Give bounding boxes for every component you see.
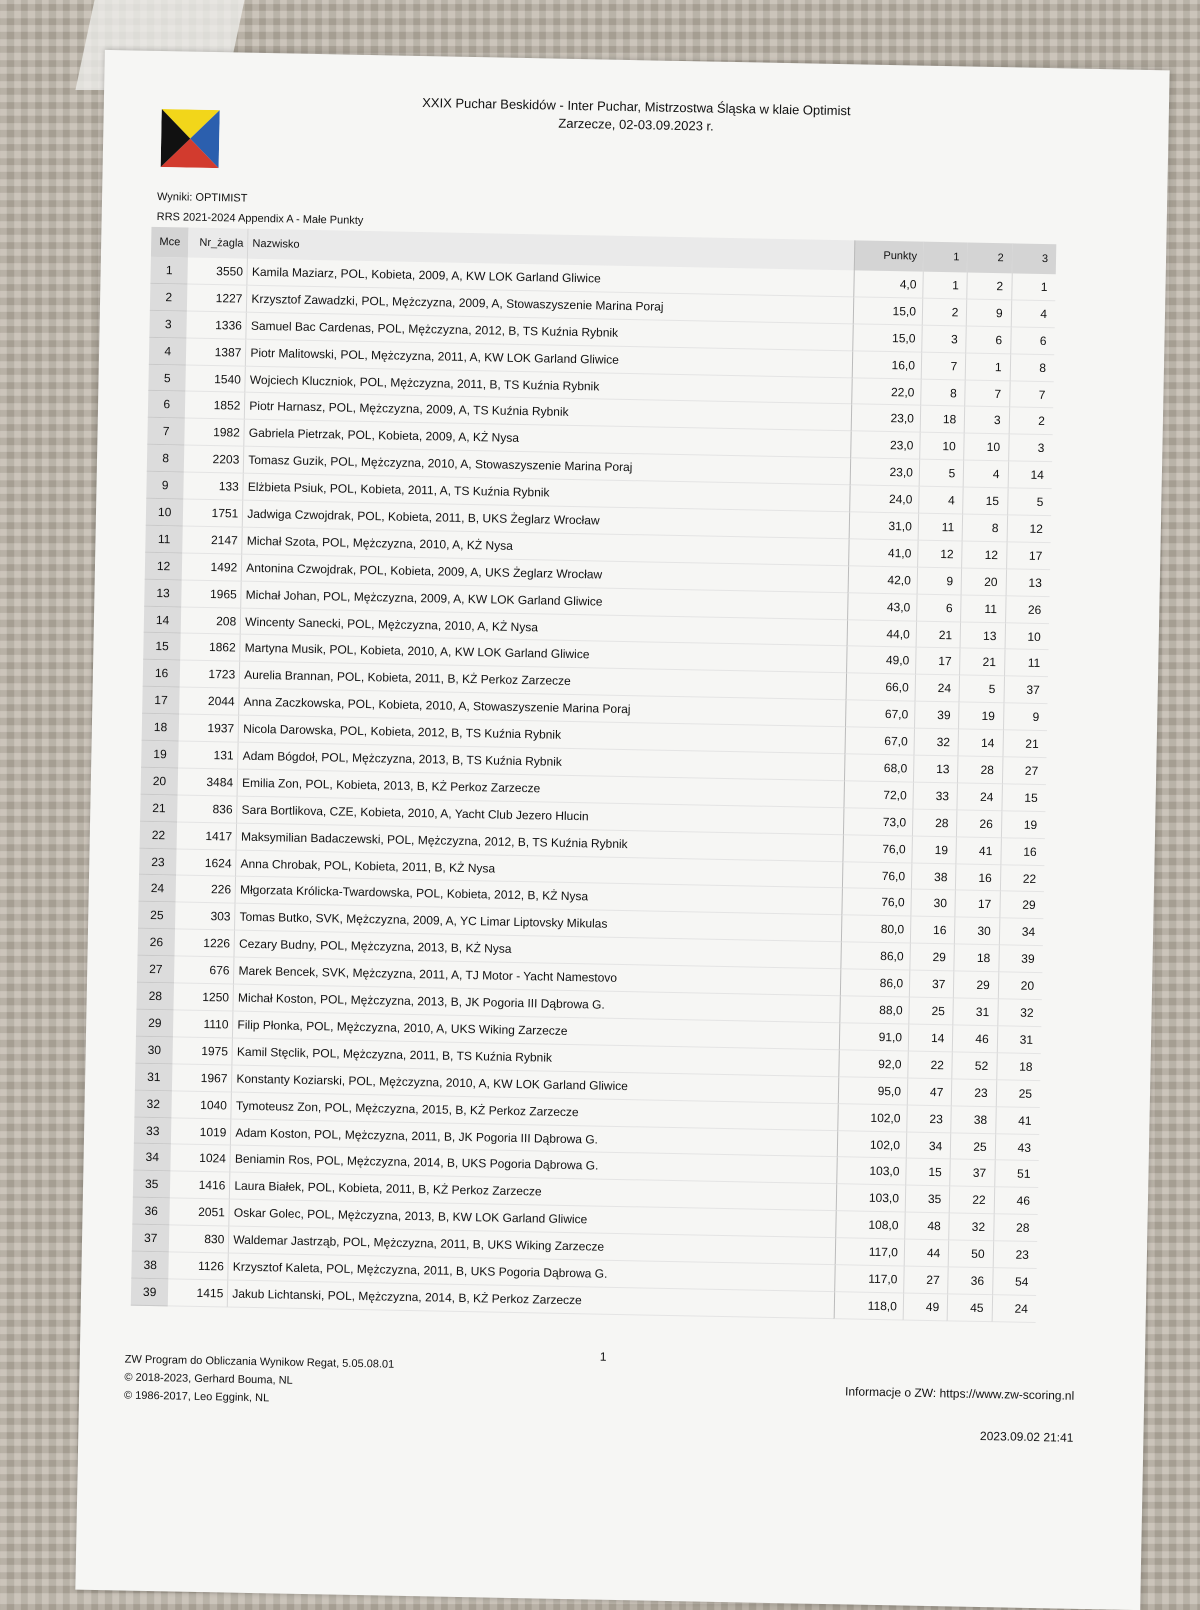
- cell-sail-number: 1982: [185, 419, 244, 447]
- cell-mce: 7: [147, 418, 185, 446]
- cell-name: Adam Bógdoł, POL, Mężczyzna, 2013, B, TS Kuźnia Rybnik: [237, 743, 844, 782]
- cell-name: Martyna Musik, POL, Kobieta, 2010, A, KW LOK Garland Gliwice: [239, 635, 846, 674]
- cell-race-3: 32: [997, 999, 1042, 1027]
- cell-mce: 5: [148, 364, 186, 392]
- cell-name: Antonina Czwojdrak, POL, Kobieta, 2009, A, UKS Żeglarz Wrocław: [241, 554, 848, 593]
- cell-race-1: 21: [916, 621, 961, 649]
- cell-sail-number: 1751: [183, 500, 242, 528]
- cell-race-1: 44: [904, 1240, 949, 1268]
- cell-sail-number: 1965: [182, 580, 241, 608]
- cell-name: Michał Koston, POL, Mężczyzna, 2013, B, JK Pogoria III Dąbrowa G.: [233, 985, 840, 1024]
- cell-race-1: 9: [917, 567, 962, 595]
- cell-points: 86,0: [840, 969, 909, 997]
- cell-points: 43,0: [847, 593, 916, 621]
- cell-name: Piotr Harnasz, POL, Mężczyzna, 2009, A, TS Kuźnia Rybnik: [244, 393, 851, 432]
- cell-name: Marek Bencek, SVK, Mężczyzna, 2011, A, TJ Motor - Yacht Namestovo: [233, 958, 840, 997]
- cell-race-1: 15: [905, 1159, 950, 1187]
- cell-race-1: 4: [918, 487, 963, 515]
- cell-name: Kamil Stęclik, POL, Mężczyzna, 2011, B, TS Kuźnia Rybnik: [232, 1038, 839, 1077]
- cell-race-3: 10: [1004, 623, 1049, 651]
- cell-sail-number: 226: [176, 876, 235, 904]
- cell-name: Wincenty Sanecki, POL, Mężczyzna, 2010, A, KŻ Nysa: [240, 608, 847, 647]
- cell-sail-number: 1723: [180, 661, 239, 689]
- cell-points: 91,0: [839, 1023, 908, 1051]
- cell-points: 88,0: [839, 996, 908, 1024]
- cell-mce: 4: [149, 337, 187, 365]
- cell-race-3: 5: [1007, 488, 1052, 516]
- cell-race-3: 43: [994, 1134, 1039, 1162]
- cell-race-3: 2: [1008, 408, 1053, 436]
- cell-race-2: 10: [963, 434, 1008, 462]
- cell-race-1: 37: [909, 971, 954, 999]
- cell-points: 41,0: [848, 539, 917, 567]
- cell-race-2: 37: [950, 1160, 995, 1188]
- cell-mce: 22: [140, 821, 178, 849]
- cell-sail-number: 2203: [184, 446, 243, 474]
- cell-race-1: 28: [912, 809, 957, 837]
- cell-sail-number: 1852: [185, 392, 244, 420]
- cell-sail-number: 1975: [173, 1037, 232, 1065]
- page-number: 1: [599, 1349, 607, 1364]
- cell-mce: 11: [145, 526, 183, 554]
- cell-race-2: 2: [967, 273, 1012, 301]
- cell-race-1: 32: [913, 729, 958, 757]
- cell-mce: 15: [143, 633, 181, 661]
- cell-sail-number: 3484: [178, 768, 237, 796]
- cell-race-2: 20: [961, 568, 1006, 596]
- cell-race-3: 11: [1004, 650, 1049, 678]
- cell-name: Wojciech Kluczniok, POL, Mężczyzna, 2011, B, TS Kuźnia Rybnik: [245, 366, 852, 405]
- cell-sail-number: 1417: [177, 822, 236, 850]
- cell-race-3: 15: [1001, 784, 1046, 812]
- cell-race-3: 9: [1003, 704, 1048, 732]
- cell-mce: 10: [146, 499, 184, 527]
- cell-race-1: 19: [911, 836, 956, 864]
- cell-race-1: 33: [912, 782, 957, 810]
- cell-mce: 16: [143, 660, 181, 688]
- cell-race-1: 5: [919, 460, 964, 488]
- cell-mce: 28: [136, 983, 174, 1011]
- cell-race-2: 26: [956, 810, 1001, 838]
- cell-race-3: 19: [1001, 811, 1046, 839]
- cell-race-2: 11: [960, 595, 1005, 623]
- header-points: Punkty: [854, 240, 923, 271]
- cell-points: 118,0: [834, 1292, 903, 1320]
- cell-mce: 34: [133, 1144, 171, 1172]
- cell-race-2: 15: [962, 488, 1007, 516]
- cell-race-2: 38: [951, 1106, 996, 1134]
- cell-name: Samuel Bac Cardenas, POL, Mężczyzna, 2012, B, TS Kuźnia Rybnik: [246, 312, 853, 351]
- cell-race-2: 12: [961, 541, 1006, 569]
- cell-race-3: 25: [995, 1080, 1040, 1108]
- cell-name: Tomas Butko, SVK, Mężczyzna, 2009, A, YC Limar Liptovsky Mikulas: [234, 904, 841, 943]
- cell-sail-number: 836: [177, 795, 236, 823]
- cell-sail-number: 1226: [175, 930, 234, 958]
- cell-race-3: 16: [1000, 838, 1045, 866]
- cell-race-2: 13: [960, 622, 1005, 650]
- cell-race-3: 20: [997, 972, 1042, 1000]
- cell-race-2: 19: [958, 703, 1003, 731]
- cell-race-3: 17: [1006, 542, 1051, 570]
- cell-race-3: 31: [996, 1026, 1041, 1054]
- cell-sail-number: 1040: [172, 1091, 231, 1119]
- table-body: [131, 257, 1056, 1323]
- cell-points: 4,0: [853, 270, 922, 298]
- cell-name: Waldemar Jastrząb, POL, Mężczyzna, 2011, B, UKS Wiking Zarzecze: [228, 1227, 835, 1266]
- cell-points: 44,0: [847, 620, 916, 648]
- cell-name: Anna Chrobak, POL, Kobieta, 2011, B, KŻ Nysa: [235, 850, 842, 889]
- cell-name: Adam Koston, POL, Mężczyzna, 2011, B, JK Pogoria III Dąbrowa G.: [230, 1119, 837, 1158]
- cell-race-2: 32: [949, 1214, 994, 1242]
- cell-mce: 30: [135, 1037, 173, 1065]
- cell-race-2: 17: [955, 891, 1000, 919]
- cell-race-2: 21: [959, 649, 1004, 677]
- cell-points: 76,0: [842, 889, 911, 917]
- cell-sail-number: 1492: [182, 553, 241, 581]
- cell-name: Sara Bortlikova, CZE, Kobieta, 2010, A, Yacht Club Jezero Hlucin: [236, 796, 843, 835]
- cell-points: 23,0: [851, 405, 920, 433]
- cell-name: Gabriela Pietrzak, POL, Kobieta, 2009, A, KŻ Nysa: [244, 420, 851, 459]
- cell-race-2: 7: [965, 380, 1010, 408]
- cell-name: Oskar Golec, POL, Mężczyzna, 2013, B, KW LOK Garland Gliwice: [229, 1200, 836, 1239]
- cell-race-1: 10: [919, 433, 964, 461]
- cell-race-2: 16: [955, 864, 1000, 892]
- cell-points: 95,0: [838, 1077, 907, 1105]
- cell-race-1: 47: [907, 1078, 952, 1106]
- cell-race-2: 46: [952, 1025, 997, 1053]
- cell-race-1: 25: [908, 998, 953, 1026]
- cell-sail-number: 208: [181, 607, 240, 635]
- cell-name: Piotr Malitowski, POL, Mężczyzna, 2011, A, KW LOK Garland Gliwice: [245, 339, 852, 378]
- cell-points: 31,0: [849, 512, 918, 540]
- cell-sail-number: 3550: [188, 258, 247, 286]
- cell-sail-number: 1019: [171, 1118, 230, 1146]
- cell-mce: 14: [144, 606, 182, 634]
- cell-name: Michał Szota, POL, Mężczyzna, 2010, A, KŻ Nysa: [242, 528, 849, 567]
- cell-name: Cezary Budny, POL, Mężczyzna, 2013, B, KŻ Nysa: [234, 931, 841, 970]
- cell-race-1: 13: [913, 756, 958, 784]
- cell-points: 102,0: [837, 1104, 906, 1132]
- event-title: XXIX Puchar Beskidów - Inter Puchar, Mistrzostwa Śląska w klaie Optimist: [422, 95, 851, 119]
- copyright-1: © 2018-2023, Gerhard Bouma, NL: [124, 1371, 293, 1387]
- cell-mce: 29: [136, 1010, 174, 1038]
- cell-points: 80,0: [841, 916, 910, 944]
- cell-name: Anna Zaczkowska, POL, Kobieta, 2010, A, Stowaszyszenie Marina Poraj: [238, 689, 845, 728]
- cell-race-3: 26: [1005, 596, 1050, 624]
- cell-race-3: 34: [999, 919, 1044, 947]
- cell-name: Beniamin Ros, POL, Mężczyzna, 2014, B, UKS Pogoria Dąbrowa G.: [230, 1146, 837, 1185]
- cell-sail-number: 1126: [169, 1252, 228, 1280]
- cell-race-3: 27: [1002, 757, 1047, 785]
- cell-race-3: 51: [994, 1161, 1039, 1189]
- cell-points: 24,0: [849, 485, 918, 513]
- cell-mce: 25: [138, 902, 176, 930]
- results-label: Wyniki: OPTIMIST: [156, 190, 248, 205]
- cell-race-1: 17: [915, 648, 960, 676]
- cell-points: 49,0: [846, 647, 915, 675]
- cell-mce: 6: [148, 391, 186, 419]
- cell-race-3: 12: [1006, 515, 1051, 543]
- cell-name: Krzysztof Kaleta, POL, Mężczyzna, 2011, B, UKS Pogoria Dąbrowa G.: [228, 1253, 835, 1292]
- cell-sail-number: 1540: [186, 365, 245, 393]
- cell-race-1: 18: [920, 406, 965, 434]
- cell-race-3: 29: [999, 892, 1044, 920]
- cell-sail-number: 1862: [180, 634, 239, 662]
- cell-name: Filip Płonka, POL, Mężczyzna, 2010, A, UKS Wiking Zarzecze: [232, 1011, 839, 1050]
- cell-points: 103,0: [836, 1184, 905, 1212]
- info-link: Informacje o ZW: https://www.zw-scoring.nl: [844, 1384, 1075, 1403]
- cell-race-2: 50: [948, 1240, 993, 1268]
- cell-name: Konstanty Koziarski, POL, Mężczyzna, 2010, A, KW LOK Garland Gliwice: [231, 1065, 838, 1104]
- cell-name: Kamila Maziarz, POL, Kobieta, 2009, A, KW LOK Garland Gliwice: [247, 259, 854, 298]
- cell-race-2: 36: [947, 1267, 992, 1295]
- cell-name: Młgorzata Królicka-Twardowska, POL, Kobieta, 2012, B, KŻ Nysa: [235, 877, 842, 916]
- cell-race-3: 21: [1002, 730, 1047, 758]
- results-table: [131, 227, 1057, 1323]
- cell-points: 76,0: [842, 862, 911, 890]
- cell-race-1: 39: [914, 702, 959, 730]
- cell-race-3: 22: [1000, 865, 1045, 893]
- cell-race-1: 23: [906, 1105, 951, 1133]
- cell-race-2: 24: [957, 783, 1002, 811]
- cell-mce: 37: [132, 1225, 170, 1253]
- cell-mce: 31: [135, 1063, 173, 1091]
- cell-name: Emilia Zon, POL, Kobieta, 2013, B, KŻ Perkoz Zarzecze: [237, 770, 844, 809]
- cell-points: 117,0: [835, 1238, 904, 1266]
- cell-race-3: 54: [992, 1268, 1037, 1296]
- cell-race-2: 14: [958, 730, 1003, 758]
- cell-points: 15,0: [852, 324, 921, 352]
- cell-sail-number: 1387: [186, 338, 245, 366]
- cell-race-3: 46: [993, 1187, 1038, 1215]
- cell-race-1: 16: [910, 917, 955, 945]
- cell-points: 23,0: [850, 459, 919, 487]
- program-name: ZW Program do Obliczania Wynikow Regat, 5.05.08.01: [124, 1353, 395, 1371]
- cell-race-1: 6: [916, 594, 961, 622]
- cell-race-1: 12: [917, 541, 962, 569]
- cell-name: Krzysztof Zawadzki, POL, Mężczyzna, 2009, A, Stowaszyszenie Marina Poraj: [246, 286, 853, 325]
- cell-points: 73,0: [843, 808, 912, 836]
- cell-sail-number: 1937: [179, 715, 238, 743]
- cell-race-1: 11: [918, 514, 963, 542]
- cell-mce: 39: [131, 1278, 169, 1306]
- cell-mce: 20: [141, 768, 179, 796]
- cell-name: Tomasz Guzik, POL, Mężczyzna, 2010, A, Stowaszyszenie Marina Poraj: [243, 447, 850, 486]
- cell-sail-number: 2147: [183, 526, 242, 554]
- results-sheet: [75, 50, 1169, 1610]
- cell-mce: 36: [132, 1198, 170, 1226]
- copyright-2: © 1986-2017, Leo Eggink, NL: [123, 1389, 270, 1405]
- cell-sail-number: 1110: [173, 1010, 232, 1038]
- cell-race-1: 27: [903, 1266, 948, 1294]
- cell-race-2: 3: [964, 407, 1009, 435]
- cell-mce: 1: [150, 257, 188, 285]
- cell-race-3: 24: [991, 1295, 1036, 1323]
- cell-race-1: 35: [905, 1186, 950, 1214]
- header-nr: Nr_żagla: [188, 228, 248, 259]
- cell-race-1: 1: [922, 272, 967, 300]
- cell-name: Michał Johan, POL, Mężczyzna, 2009, A, KW LOK Garland Gliwice: [240, 581, 847, 620]
- cell-race-1: 7: [921, 352, 966, 380]
- cell-sail-number: 131: [178, 741, 237, 769]
- cell-race-2: 45: [947, 1294, 992, 1322]
- footer-program-info: [124, 1351, 395, 1410]
- cell-points: 108,0: [835, 1211, 904, 1239]
- cell-mce: 3: [149, 311, 187, 339]
- cell-race-2: 6: [966, 326, 1011, 354]
- cell-mce: 35: [133, 1171, 171, 1199]
- cell-mce: 33: [134, 1117, 172, 1145]
- cell-race-3: 4: [1010, 300, 1055, 328]
- cell-points: 102,0: [837, 1131, 906, 1159]
- cell-mce: 8: [147, 445, 185, 473]
- cell-mce: 21: [140, 795, 178, 823]
- cell-race-3: 6: [1010, 327, 1055, 355]
- cell-race-1: 29: [909, 944, 954, 972]
- cell-sail-number: 676: [174, 957, 233, 985]
- cell-mce: 38: [131, 1252, 169, 1280]
- cell-race-1: 34: [906, 1132, 951, 1160]
- scoring-label: RRS 2021-2024 Appendix A - Małe Punkty: [156, 210, 364, 227]
- cell-name: Aurelia Brannan, POL, Kobieta, 2011, B, KŻ Perkoz Zarzecze: [239, 662, 846, 701]
- header-race-1: 1: [923, 242, 968, 273]
- cell-points: 117,0: [834, 1265, 903, 1293]
- cell-race-3: 1: [1011, 273, 1056, 301]
- cell-mce: 26: [137, 929, 175, 957]
- cell-sail-number: 2051: [170, 1199, 229, 1227]
- cell-sail-number: 2044: [179, 688, 238, 716]
- cell-mce: 19: [141, 741, 179, 769]
- cell-race-2: 29: [953, 972, 998, 1000]
- cell-mce: 12: [145, 553, 183, 581]
- cell-sail-number: 1967: [172, 1064, 231, 1092]
- cell-race-2: 8: [962, 514, 1007, 542]
- cell-race-1: 22: [907, 1051, 952, 1079]
- cell-name: Nicola Darowska, POL, Kobieta, 2012, B, TS Kuźnia Rybnik: [238, 716, 845, 755]
- cell-sail-number: 303: [175, 903, 234, 931]
- header-race-3: 3: [1011, 243, 1056, 274]
- cell-points: 103,0: [836, 1158, 905, 1186]
- header-race-2: 2: [967, 243, 1012, 274]
- cell-points: 72,0: [844, 781, 913, 809]
- cell-race-3: 3: [1008, 435, 1053, 463]
- cell-race-1: 24: [914, 675, 959, 703]
- cell-race-3: 28: [993, 1214, 1038, 1242]
- cell-mce: 23: [139, 848, 177, 876]
- cell-race-3: 39: [998, 946, 1043, 974]
- cell-race-2: 18: [954, 945, 999, 973]
- cell-sail-number: 1227: [187, 284, 246, 312]
- cell-name: Tymoteusz Zon, POL, Mężczyzna, 2015, B, KŻ Perkoz Zarzecze: [231, 1092, 838, 1131]
- cell-name: Laura Białek, POL, Kobieta, 2011, B, KŻ Perkoz Zarzecze: [229, 1173, 836, 1212]
- cell-race-2: 9: [966, 299, 1011, 327]
- cell-race-1: 14: [908, 1024, 953, 1052]
- cell-points: 15,0: [853, 297, 922, 325]
- cell-mce: 17: [142, 687, 180, 715]
- cell-race-2: 4: [963, 461, 1008, 489]
- cell-race-1: 48: [904, 1213, 949, 1241]
- cell-points: 16,0: [852, 351, 921, 379]
- cell-race-2: 25: [950, 1133, 995, 1161]
- cell-name: Jakub Lichtanski, POL, Mężczyzna, 2014, B, KŻ Perkoz Zarzecze: [227, 1280, 834, 1319]
- cell-points: 42,0: [848, 566, 917, 594]
- cell-sail-number: 133: [184, 473, 243, 501]
- cell-race-2: 41: [956, 837, 1001, 865]
- cell-points: 66,0: [846, 674, 915, 702]
- cell-sail-number: 1024: [171, 1145, 230, 1173]
- cell-race-2: 30: [954, 918, 999, 946]
- event-subtitle: Zarzecze, 02-03.09.2023 r.: [558, 115, 714, 134]
- cell-race-1: 38: [911, 863, 956, 891]
- title-block: [103, 88, 1168, 144]
- cell-points: 67,0: [845, 701, 914, 729]
- cell-mce: 24: [139, 875, 177, 903]
- header-mce: Mce: [151, 227, 189, 258]
- header-name: Nazwisko: [247, 229, 854, 271]
- timestamp: 2023.09.02 21:41: [979, 1428, 1074, 1445]
- cell-sail-number: 1336: [187, 311, 246, 339]
- cell-race-3: 37: [1003, 677, 1048, 705]
- cell-mce: 2: [150, 284, 188, 312]
- cell-race-3: 18: [996, 1053, 1041, 1081]
- cell-race-1: 3: [921, 325, 966, 353]
- cell-race-3: 7: [1009, 381, 1054, 409]
- cell-name: Jadwiga Czwojdrak, POL, Kobieta, 2011, B, UKS Żeglarz Wrocław: [242, 501, 849, 540]
- cell-sail-number: 1250: [174, 983, 233, 1011]
- cell-points: 86,0: [840, 942, 909, 970]
- cell-mce: 32: [134, 1090, 172, 1118]
- cell-race-2: 52: [952, 1052, 997, 1080]
- cell-race-2: 23: [951, 1079, 996, 1107]
- cell-race-2: 28: [957, 756, 1002, 784]
- cell-mce: 18: [142, 714, 180, 742]
- cell-sail-number: 830: [169, 1225, 228, 1253]
- cell-race-2: 5: [959, 676, 1004, 704]
- cell-points: 22,0: [851, 378, 920, 406]
- cell-mce: 9: [146, 472, 184, 500]
- cell-race-1: 49: [903, 1293, 948, 1321]
- cell-points: 76,0: [843, 835, 912, 863]
- cell-name: Maksymilian Badaczewski, POL, Mężczyzna, 2012, B, TS Kuźnia Rybnik: [236, 823, 843, 862]
- cell-race-2: 1: [965, 353, 1010, 381]
- cell-points: 68,0: [844, 754, 913, 782]
- cell-points: 23,0: [850, 432, 919, 460]
- cell-race-1: 2: [922, 299, 967, 327]
- cell-sail-number: 1624: [176, 849, 235, 877]
- cell-points: 67,0: [845, 727, 914, 755]
- cell-race-2: 31: [953, 998, 998, 1026]
- cell-race-3: 41: [995, 1107, 1040, 1135]
- cell-points: 92,0: [838, 1050, 907, 1078]
- cell-race-2: 22: [949, 1187, 994, 1215]
- cell-mce: 27: [137, 956, 175, 984]
- cell-sail-number: 1415: [168, 1279, 227, 1307]
- cell-name: Elżbieta Psiuk, POL, Kobieta, 2011, A, TS Kuźnia Rybnik: [243, 474, 850, 513]
- cell-mce: 13: [144, 579, 182, 607]
- cell-sail-number: 1416: [170, 1172, 229, 1200]
- cell-race-1: 30: [910, 890, 955, 918]
- cell-race-3: 8: [1009, 354, 1054, 382]
- cell-race-3: 13: [1005, 569, 1050, 597]
- cell-race-1: 8: [920, 379, 965, 407]
- cell-race-3: 23: [992, 1241, 1037, 1269]
- cell-race-3: 14: [1007, 462, 1052, 490]
